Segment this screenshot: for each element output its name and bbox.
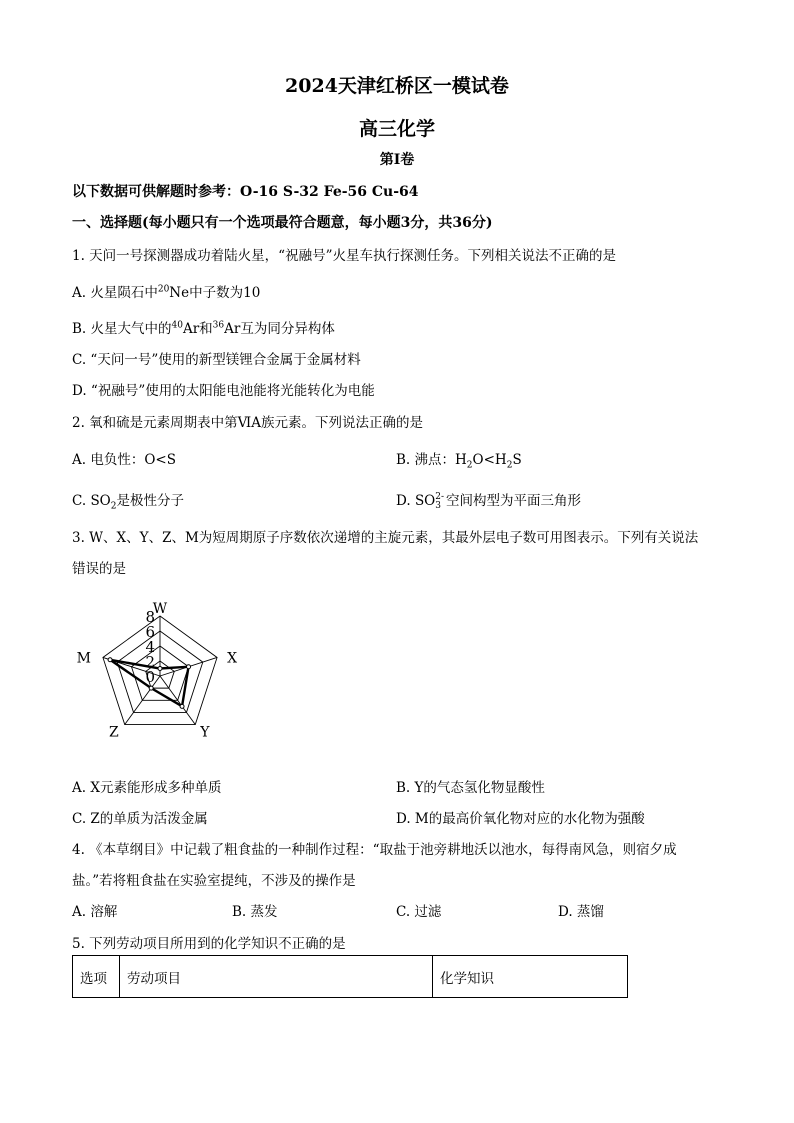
q1-a-pre: A. 火星陨石中	[72, 285, 158, 301]
radar-tick-label: 6	[145, 623, 155, 641]
subject-title: 高三化学	[358, 118, 435, 140]
q2-b-sub2: 2	[506, 460, 513, 471]
radar-axis-label-z: Z	[108, 724, 119, 741]
exam-title: 2024天津红桥区一模试卷	[285, 75, 509, 97]
radar-tick-label: 8	[145, 608, 155, 626]
q1-option-d: D. “祝融号”使用的太阳能电池能将光能转化为电能	[72, 383, 375, 399]
q2-b-sub1: 2	[466, 460, 473, 471]
q4-option-d: D. 蒸馏	[558, 904, 604, 920]
q1-b-element2: Ar	[224, 321, 241, 337]
q2-c-sub: 2	[110, 501, 117, 512]
q4-stem-line1: 4. 《本草纲目》中记载了粗食盐的一种制作过程：“取盐于池旁耕地沃以池水，每得南风急，则宿夕成	[72, 842, 677, 858]
q4-option-a: A. 溶解	[72, 904, 118, 920]
header-chem-knowledge: 化学知识	[433, 956, 628, 998]
q1-a-mass: 20	[157, 284, 170, 295]
radar-tick-label: 0	[145, 668, 155, 686]
q1-option-b	[72, 317, 335, 337]
q2-d-so: SO	[414, 493, 436, 509]
q2-d-pre: D.	[396, 493, 415, 509]
radar-axis-label-w: W	[152, 601, 168, 617]
q2-b-o: O	[472, 452, 484, 468]
q4-option-c: C. 过滤	[396, 904, 442, 920]
q4-option-b: B. 蒸发	[232, 904, 278, 920]
q2-d-sub: 3	[435, 500, 441, 511]
q2-option-d	[396, 489, 581, 511]
q2-option-c	[72, 489, 184, 512]
q1-a-post: 中子数为10	[189, 285, 261, 301]
q2-stem: 2. 氧和硫是元素周期表中第ⅥA族元素。下列说法正确的是	[72, 415, 423, 431]
radar-axis-label-x: X	[227, 650, 238, 667]
q2-d-post: 空间构型为平面三角形	[446, 493, 582, 509]
q2-c-post: 是极性分子	[116, 493, 184, 509]
q2-option-a: A. 电负性：O<S	[72, 452, 176, 468]
q2-option-b	[396, 448, 522, 471]
radar-data-point	[158, 667, 162, 671]
q1-option-c: C. “天问一号”使用的新型镁锂合金属于金属材料	[72, 352, 361, 368]
q1-b-mass1: 40	[171, 320, 183, 331]
q5-stem: 5. 下列劳动项目所用到的化学知识不正确的是	[72, 936, 346, 952]
q2-b-h2: H	[494, 452, 507, 468]
q1-b-mass2: 36	[212, 320, 225, 331]
q5-table	[72, 955, 628, 998]
radar-chart	[70, 588, 270, 758]
q1-option-a	[72, 281, 260, 301]
q2-b-s: S	[512, 452, 522, 468]
q1-a-element: Ne	[169, 285, 190, 301]
q1-b-element1: Ar	[182, 321, 200, 337]
q3-option-c: C. Z的单质为活泼金属	[72, 811, 208, 827]
section-heading: 一、选择题(每小题只有一个选项最符合题意，每小题3分，共36分)	[72, 215, 493, 231]
radar-data-point	[180, 704, 184, 708]
q3-stem-line2: 错误的是	[72, 561, 126, 577]
q2-b-lt: <	[483, 452, 495, 468]
q2-d-sup: 2-	[435, 491, 445, 502]
radar-axis-label-m: M	[76, 650, 91, 667]
q1-b-post: 互为同分异构体	[240, 321, 335, 337]
header-labor-item: 劳动项目	[120, 956, 433, 998]
reference-data: 以下数据可供解题时参考：O-16 S-32 Fe-56 Cu-64	[72, 184, 419, 200]
q3-stem-line1: 3. W、X、Y、Z、M为短周期原子序数依次递增的主旋元素，其最外层电子数可用图表示。下列有关说法	[72, 530, 699, 546]
q1-b-pre: B. 火星大气中的	[72, 321, 172, 337]
radar-data-point	[108, 658, 112, 662]
volume-label: 第I卷	[379, 152, 415, 168]
header-option: 选项	[73, 956, 120, 998]
q1-b-mid: 和	[199, 321, 213, 337]
q2-c-so: SO	[90, 493, 111, 509]
radar-axis-label-y: Y	[200, 724, 210, 741]
q3-option-d: D. M的最高价氧化物对应的水化物为强酸	[396, 811, 645, 827]
radar-tick-label: 2	[145, 653, 155, 671]
q3-option-a: A. X元素能形成多种单质	[72, 780, 222, 796]
q2-b-h1: H	[455, 452, 467, 468]
q2-c-pre: C.	[72, 493, 91, 509]
q4-stem-line2: 盐。”若将粗食盐在实验室提纯，不涉及的操作是	[72, 873, 356, 889]
q2-b-pre: B. 沸点：	[396, 452, 456, 468]
q3-option-b: B. Y的气态氢化物显酸性	[396, 780, 545, 796]
table-header-row	[73, 956, 628, 998]
radar-data-point	[187, 665, 191, 669]
radar-tick-label: 4	[145, 638, 155, 656]
radar-data-point	[149, 686, 153, 690]
q1-stem: 1. 天问一号探测器成功着陆火星，“祝融号”火星车执行探测任务。下列相关说法不正确的是	[72, 248, 616, 264]
